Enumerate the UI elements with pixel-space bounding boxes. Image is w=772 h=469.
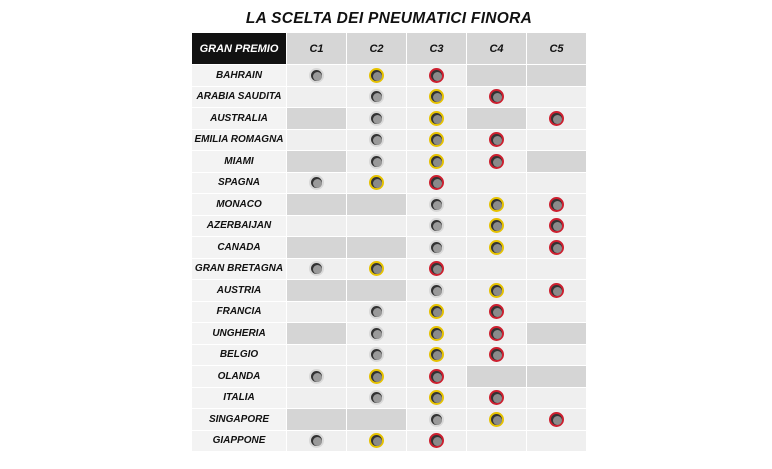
hard-tyre-icon — [369, 154, 384, 169]
header-c1: C1 — [287, 33, 346, 64]
table-row — [192, 409, 586, 430]
compound-cell-c3 — [407, 388, 466, 409]
medium-tyre-icon — [489, 197, 504, 212]
compound-cell-c5 — [527, 216, 586, 237]
compound-cell-c1 — [287, 302, 346, 323]
compound-cell-c2 — [347, 409, 406, 430]
compound-cell-c5 — [527, 173, 586, 194]
compound-cell-c4 — [467, 280, 526, 301]
soft-tyre-icon — [429, 369, 444, 384]
soft-tyre-icon — [549, 197, 564, 212]
race-name: OLANDA — [192, 366, 286, 387]
medium-tyre-icon — [429, 390, 444, 405]
medium-tyre-icon — [489, 240, 504, 255]
compound-cell-c4 — [467, 259, 526, 280]
compound-cell-c1 — [287, 216, 346, 237]
compound-cell-c1 — [287, 280, 346, 301]
compound-cell-c2 — [347, 151, 406, 172]
compound-cell-c3 — [407, 280, 466, 301]
compound-cell-c1 — [287, 130, 346, 151]
hard-tyre-icon — [309, 261, 324, 276]
table-row — [192, 194, 586, 215]
compound-cell-c5 — [527, 431, 586, 452]
soft-tyre-icon — [549, 218, 564, 233]
compound-cell-c5 — [527, 194, 586, 215]
compound-cell-c2 — [347, 108, 406, 129]
hard-tyre-icon — [369, 347, 384, 362]
hard-tyre-icon — [429, 197, 444, 212]
compound-cell-c1 — [287, 409, 346, 430]
race-name: GIAPPONE — [192, 431, 286, 452]
table-row — [192, 345, 586, 366]
medium-tyre-icon — [429, 347, 444, 362]
compound-cell-c4 — [467, 173, 526, 194]
table-row — [192, 302, 586, 323]
medium-tyre-icon — [489, 283, 504, 298]
compound-cell-c5 — [527, 302, 586, 323]
medium-tyre-icon — [369, 261, 384, 276]
soft-tyre-icon — [549, 111, 564, 126]
header-c5: C5 — [527, 33, 586, 64]
race-name: MONACO — [192, 194, 286, 215]
compound-cell-c5 — [527, 323, 586, 344]
compound-cell-c4 — [467, 130, 526, 151]
compound-cell-c4 — [467, 388, 526, 409]
compound-cell-c1 — [287, 323, 346, 344]
compound-cell-c4 — [467, 366, 526, 387]
compound-cell-c3 — [407, 65, 466, 86]
header-gran-premio: GRAN PREMIO — [192, 33, 286, 64]
race-name: MIAMI — [192, 151, 286, 172]
medium-tyre-icon — [429, 154, 444, 169]
compound-cell-c5 — [527, 87, 586, 108]
soft-tyre-icon — [489, 304, 504, 319]
race-name: ITALIA — [192, 388, 286, 409]
compound-cell-c3 — [407, 366, 466, 387]
soft-tyre-icon — [489, 132, 504, 147]
compound-cell-c3 — [407, 108, 466, 129]
soft-tyre-icon — [489, 347, 504, 362]
race-name: SPAGNA — [192, 173, 286, 194]
compound-cell-c1 — [287, 259, 346, 280]
table-row — [192, 259, 586, 280]
hard-tyre-icon — [429, 218, 444, 233]
hard-tyre-icon — [369, 304, 384, 319]
compound-cell-c3 — [407, 302, 466, 323]
compound-cell-c3 — [407, 216, 466, 237]
compound-cell-c3 — [407, 431, 466, 452]
table-row — [192, 65, 586, 86]
hard-tyre-icon — [309, 369, 324, 384]
table-row — [192, 323, 586, 344]
compound-cell-c4 — [467, 216, 526, 237]
table-row — [192, 87, 586, 108]
hard-tyre-icon — [309, 433, 324, 448]
compound-cell-c2 — [347, 259, 406, 280]
soft-tyre-icon — [549, 240, 564, 255]
compound-cell-c1 — [287, 173, 346, 194]
compound-cell-c4 — [467, 151, 526, 172]
compound-cell-c3 — [407, 130, 466, 151]
compound-cell-c2 — [347, 280, 406, 301]
race-name: EMILIA ROMAGNA — [192, 130, 286, 151]
table-row — [192, 130, 586, 151]
table-header — [192, 33, 586, 64]
compound-cell-c1 — [287, 237, 346, 258]
compound-cell-c4 — [467, 345, 526, 366]
compound-cell-c2 — [347, 431, 406, 452]
compound-cell-c3 — [407, 237, 466, 258]
compound-cell-c2 — [347, 65, 406, 86]
hard-tyre-icon — [309, 175, 324, 190]
compound-cell-c2 — [347, 366, 406, 387]
compound-cell-c3 — [407, 259, 466, 280]
compound-cell-c1 — [287, 65, 346, 86]
compound-cell-c1 — [287, 194, 346, 215]
table-row — [192, 388, 586, 409]
hard-tyre-icon — [369, 111, 384, 126]
header-c2: C2 — [347, 33, 406, 64]
race-name: AZERBAIJAN — [192, 216, 286, 237]
compound-cell-c2 — [347, 237, 406, 258]
compound-cell-c2 — [347, 87, 406, 108]
soft-tyre-icon — [429, 261, 444, 276]
hard-tyre-icon — [369, 132, 384, 147]
table-row — [192, 280, 586, 301]
table-row — [192, 216, 586, 237]
hard-tyre-icon — [429, 240, 444, 255]
race-name: UNGHERIA — [192, 323, 286, 344]
compound-cell-c1 — [287, 151, 346, 172]
compound-cell-c4 — [467, 65, 526, 86]
hard-tyre-icon — [429, 412, 444, 427]
soft-tyre-icon — [429, 175, 444, 190]
compound-cell-c1 — [287, 345, 346, 366]
compound-cell-c5 — [527, 388, 586, 409]
race-name: SINGAPORE — [192, 409, 286, 430]
compound-cell-c4 — [467, 108, 526, 129]
race-name: AUSTRIA — [192, 280, 286, 301]
medium-tyre-icon — [429, 326, 444, 341]
table-row — [192, 366, 586, 387]
soft-tyre-icon — [429, 68, 444, 83]
medium-tyre-icon — [429, 132, 444, 147]
compound-cell-c1 — [287, 388, 346, 409]
compound-cell-c5 — [527, 237, 586, 258]
table-row — [192, 237, 586, 258]
compound-cell-c5 — [527, 345, 586, 366]
hard-tyre-icon — [309, 68, 324, 83]
compound-cell-c5 — [527, 409, 586, 430]
medium-tyre-icon — [429, 89, 444, 104]
soft-tyre-icon — [549, 283, 564, 298]
compound-cell-c5 — [527, 280, 586, 301]
medium-tyre-icon — [369, 175, 384, 190]
medium-tyre-icon — [369, 433, 384, 448]
soft-tyre-icon — [489, 89, 504, 104]
compound-cell-c2 — [347, 302, 406, 323]
compound-cell-c4 — [467, 302, 526, 323]
table-row — [192, 151, 586, 172]
compound-cell-c4 — [467, 87, 526, 108]
compound-cell-c3 — [407, 323, 466, 344]
medium-tyre-icon — [429, 111, 444, 126]
table-row — [192, 108, 586, 129]
compound-cell-c4 — [467, 194, 526, 215]
compound-cell-c3 — [407, 409, 466, 430]
hard-tyre-icon — [429, 283, 444, 298]
hard-tyre-icon — [369, 89, 384, 104]
medium-tyre-icon — [369, 369, 384, 384]
compound-cell-c5 — [527, 259, 586, 280]
compound-cell-c4 — [467, 431, 526, 452]
compound-cell-c2 — [347, 345, 406, 366]
race-name: BELGIO — [192, 345, 286, 366]
compound-cell-c5 — [527, 108, 586, 129]
compound-cell-c5 — [527, 151, 586, 172]
compound-cell-c4 — [467, 237, 526, 258]
compound-cell-c4 — [467, 409, 526, 430]
medium-tyre-icon — [489, 412, 504, 427]
soft-tyre-icon — [489, 326, 504, 341]
race-name: CANADA — [192, 237, 286, 258]
medium-tyre-icon — [369, 68, 384, 83]
race-name: BAHRAIN — [192, 65, 286, 86]
compound-cell-c2 — [347, 130, 406, 151]
compound-cell-c2 — [347, 388, 406, 409]
compound-cell-c1 — [287, 366, 346, 387]
compound-cell-c5 — [527, 366, 586, 387]
soft-tyre-icon — [489, 154, 504, 169]
compound-cell-c2 — [347, 323, 406, 344]
header-c3: C3 — [407, 33, 466, 64]
race-name: AUSTRALIA — [192, 108, 286, 129]
compound-cell-c3 — [407, 173, 466, 194]
compound-cell-c4 — [467, 323, 526, 344]
race-name: FRANCIA — [192, 302, 286, 323]
compound-cell-c5 — [527, 65, 586, 86]
compound-cell-c2 — [347, 216, 406, 237]
page-title: LA SCELTA DEI PNEUMATICI FINORA — [245, 10, 533, 27]
soft-tyre-icon — [549, 412, 564, 427]
compound-cell-c3 — [407, 194, 466, 215]
hard-tyre-icon — [369, 390, 384, 405]
compound-cell-c2 — [347, 194, 406, 215]
tyre-table — [192, 33, 586, 452]
table-row — [192, 431, 586, 452]
table-body — [192, 65, 586, 451]
compound-cell-c1 — [287, 108, 346, 129]
table-row — [192, 173, 586, 194]
compound-cell-c3 — [407, 151, 466, 172]
compound-cell-c3 — [407, 87, 466, 108]
soft-tyre-icon — [429, 433, 444, 448]
medium-tyre-icon — [429, 304, 444, 319]
hard-tyre-icon — [369, 326, 384, 341]
race-name: ARABIA SAUDITA — [192, 87, 286, 108]
header-c4: C4 — [467, 33, 526, 64]
compound-cell-c3 — [407, 345, 466, 366]
race-name: GRAN BRETAGNA — [192, 259, 286, 280]
compound-cell-c5 — [527, 130, 586, 151]
compound-cell-c1 — [287, 431, 346, 452]
compound-cell-c2 — [347, 173, 406, 194]
medium-tyre-icon — [489, 218, 504, 233]
soft-tyre-icon — [489, 390, 504, 405]
compound-cell-c1 — [287, 87, 346, 108]
